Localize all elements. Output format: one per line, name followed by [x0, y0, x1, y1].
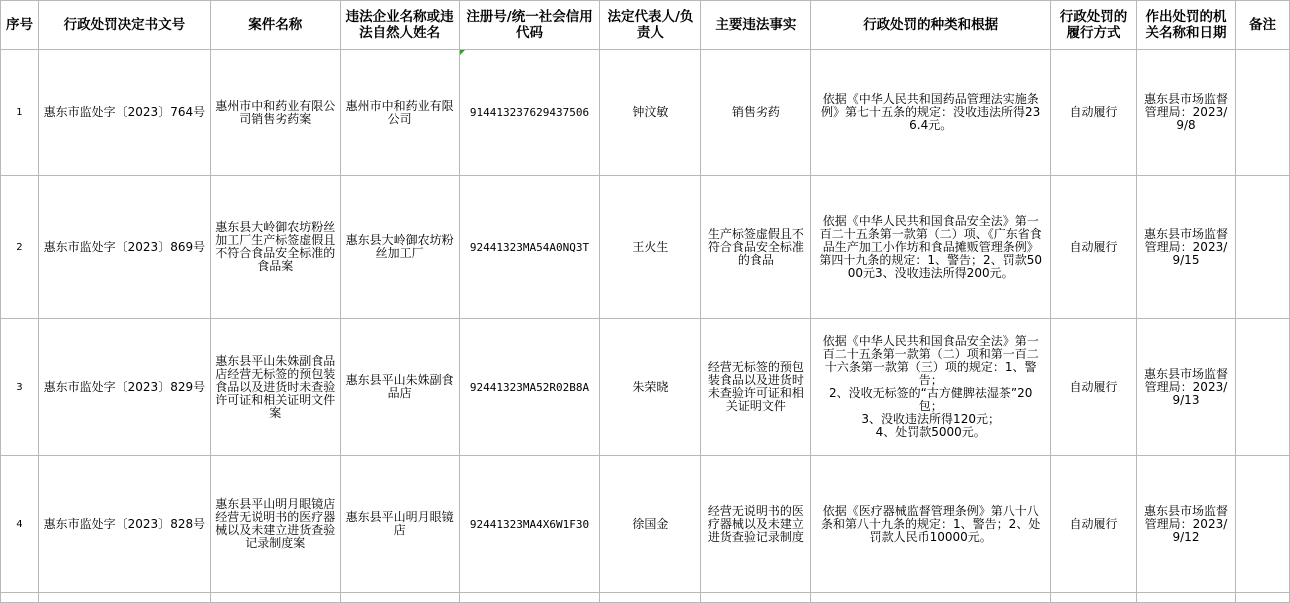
- header-facts[interactable]: 主要违法事实: [701, 1, 811, 50]
- cell-basis[interactable]: 依据《中华人民共和国食品安全法》第一百二十五条第一款第（二）项和第一百二十六条第一款第（三）项的规定：1、警告； 2、没收无标签的“古方健脾祛湿茶”20包； 3、没收违法所得120元； 4、处罚款5000元。: [811, 319, 1051, 456]
- header-decision-no[interactable]: 行政处罚决定书文号: [38, 1, 210, 50]
- cell-empty[interactable]: [1137, 593, 1236, 603]
- cell-party[interactable]: 惠东县平山明月眼镜店: [340, 456, 459, 593]
- table-row: [1, 456, 1290, 593]
- cell-empty[interactable]: [459, 593, 600, 603]
- cell-legal-rep[interactable]: 徐国金: [600, 456, 701, 593]
- cell-empty[interactable]: [340, 593, 459, 603]
- cell-basis[interactable]: 依据《中华人民共和国药品管理法实施条例》第七十五条的规定：没收违法所得236.4元。: [811, 50, 1051, 176]
- header-basis[interactable]: 行政处罚的种类和根据: [811, 1, 1051, 50]
- cell-facts[interactable]: 销售劣药: [701, 50, 811, 176]
- cell-party[interactable]: 惠东县平山朱姝副食品店: [340, 319, 459, 456]
- cell-party[interactable]: 惠东县大岭御农坊粉丝加工厂: [340, 176, 459, 319]
- cell-empty[interactable]: [1, 593, 39, 603]
- header-execution[interactable]: 行政处罚的履行方式: [1051, 1, 1137, 50]
- cell-decision-no[interactable]: 惠东市监处字〔2023〕764号: [38, 50, 210, 176]
- cell-remark[interactable]: [1235, 456, 1289, 593]
- header-credit-code[interactable]: 注册号/统一社会信用代码: [459, 1, 600, 50]
- cell-case-name[interactable]: 惠州市中和药业有限公司销售劣药案: [210, 50, 340, 176]
- cell-remark[interactable]: [1235, 319, 1289, 456]
- cell-empty[interactable]: [210, 593, 340, 603]
- table-row: [1, 50, 1290, 176]
- cell-index[interactable]: 4: [1, 456, 39, 593]
- cell-index[interactable]: 2: [1, 176, 39, 319]
- cell-comment-marker: [460, 50, 465, 55]
- cell-case-name[interactable]: 惠东县平山朱姝副食品店经营无标签的预包装食品以及进货时未查验许可证和相关证明文件案: [210, 319, 340, 456]
- header-authority[interactable]: 作出处罚的机关名称和日期: [1137, 1, 1236, 50]
- cell-facts[interactable]: 生产标签虚假且不符合食品安全标准的食品: [701, 176, 811, 319]
- table-row-partial: [1, 593, 1290, 603]
- header-row: [1, 1, 1290, 50]
- cell-empty[interactable]: [811, 593, 1051, 603]
- table-row: [1, 176, 1290, 319]
- cell-credit-code[interactable]: 92441323MA4X6W1F30: [459, 456, 600, 593]
- cell-empty[interactable]: [701, 593, 811, 603]
- cell-empty[interactable]: [38, 593, 210, 603]
- cell-authority[interactable]: 惠东县市场监督管理局：2023/9/15: [1137, 176, 1236, 319]
- cell-empty[interactable]: [600, 593, 701, 603]
- header-legal-rep[interactable]: 法定代表人/负责人: [600, 1, 701, 50]
- cell-authority[interactable]: 惠东县市场监督管理局：2023/9/12: [1137, 456, 1236, 593]
- header-index[interactable]: 序号: [1, 1, 39, 50]
- cell-authority[interactable]: 惠东县市场监督管理局：2023/9/8: [1137, 50, 1236, 176]
- cell-decision-no[interactable]: 惠东市监处字〔2023〕829号: [38, 319, 210, 456]
- table-row: [1, 319, 1290, 456]
- cell-party[interactable]: 惠州市中和药业有限公司: [340, 50, 459, 176]
- cell-index[interactable]: 1: [1, 50, 39, 176]
- cell-index[interactable]: 3: [1, 319, 39, 456]
- cell-basis[interactable]: 依据《中华人民共和国食品安全法》第一百二十五条第一款第（二）项、《广东省食品生产加工小作坊和食品摊贩管理条例》第四十九条的规定：1、警告；2、罚款5000元3、没收违法所得200元。: [811, 176, 1051, 319]
- cell-decision-no[interactable]: 惠东市监处字〔2023〕869号: [38, 176, 210, 319]
- cell-facts[interactable]: 经营无标签的预包装食品以及进货时未查验许可证和相关证明文件: [701, 319, 811, 456]
- cell-authority[interactable]: 惠东县市场监督管理局：2023/9/13: [1137, 319, 1236, 456]
- header-remark[interactable]: 备注: [1235, 1, 1289, 50]
- cell-execution[interactable]: 自动履行: [1051, 319, 1137, 456]
- header-party[interactable]: 违法企业名称或违法自然人姓名: [340, 1, 459, 50]
- cell-credit-code[interactable]: 92441323MA52R02B8A: [459, 319, 600, 456]
- cell-legal-rep[interactable]: 王火生: [600, 176, 701, 319]
- cell-facts[interactable]: 经营无说明书的医疗器械以及未建立进货查验记录制度: [701, 456, 811, 593]
- cell-execution[interactable]: 自动履行: [1051, 456, 1137, 593]
- cell-credit-code[interactable]: 92441323MA54A0NQ3T: [459, 176, 600, 319]
- cell-empty[interactable]: [1235, 593, 1289, 603]
- cell-case-name[interactable]: 惠东县大岭御农坊粉丝加工厂生产标签虚假且不符合食品安全标准的食品案: [210, 176, 340, 319]
- cell-case-name[interactable]: 惠东县平山明月眼镜店经营无说明书的医疗器械以及未建立进货查验记录制度案: [210, 456, 340, 593]
- cell-credit-code[interactable]: 914413237629437506: [459, 50, 600, 176]
- header-case-name[interactable]: 案件名称: [210, 1, 340, 50]
- cell-execution[interactable]: 自动履行: [1051, 176, 1137, 319]
- cell-remark[interactable]: [1235, 50, 1289, 176]
- cell-empty[interactable]: [1051, 593, 1137, 603]
- cell-basis[interactable]: 依据《医疗器械监督管理条例》第八十八条和第八十九条的规定：1、警告；2、处罚款人民币10000元。: [811, 456, 1051, 593]
- cell-decision-no[interactable]: 惠东市监处字〔2023〕828号: [38, 456, 210, 593]
- cell-execution[interactable]: 自动履行: [1051, 50, 1137, 176]
- cell-legal-rep[interactable]: 钟汶敏: [600, 50, 701, 176]
- cell-legal-rep[interactable]: 朱荣晓: [600, 319, 701, 456]
- cell-remark[interactable]: [1235, 176, 1289, 319]
